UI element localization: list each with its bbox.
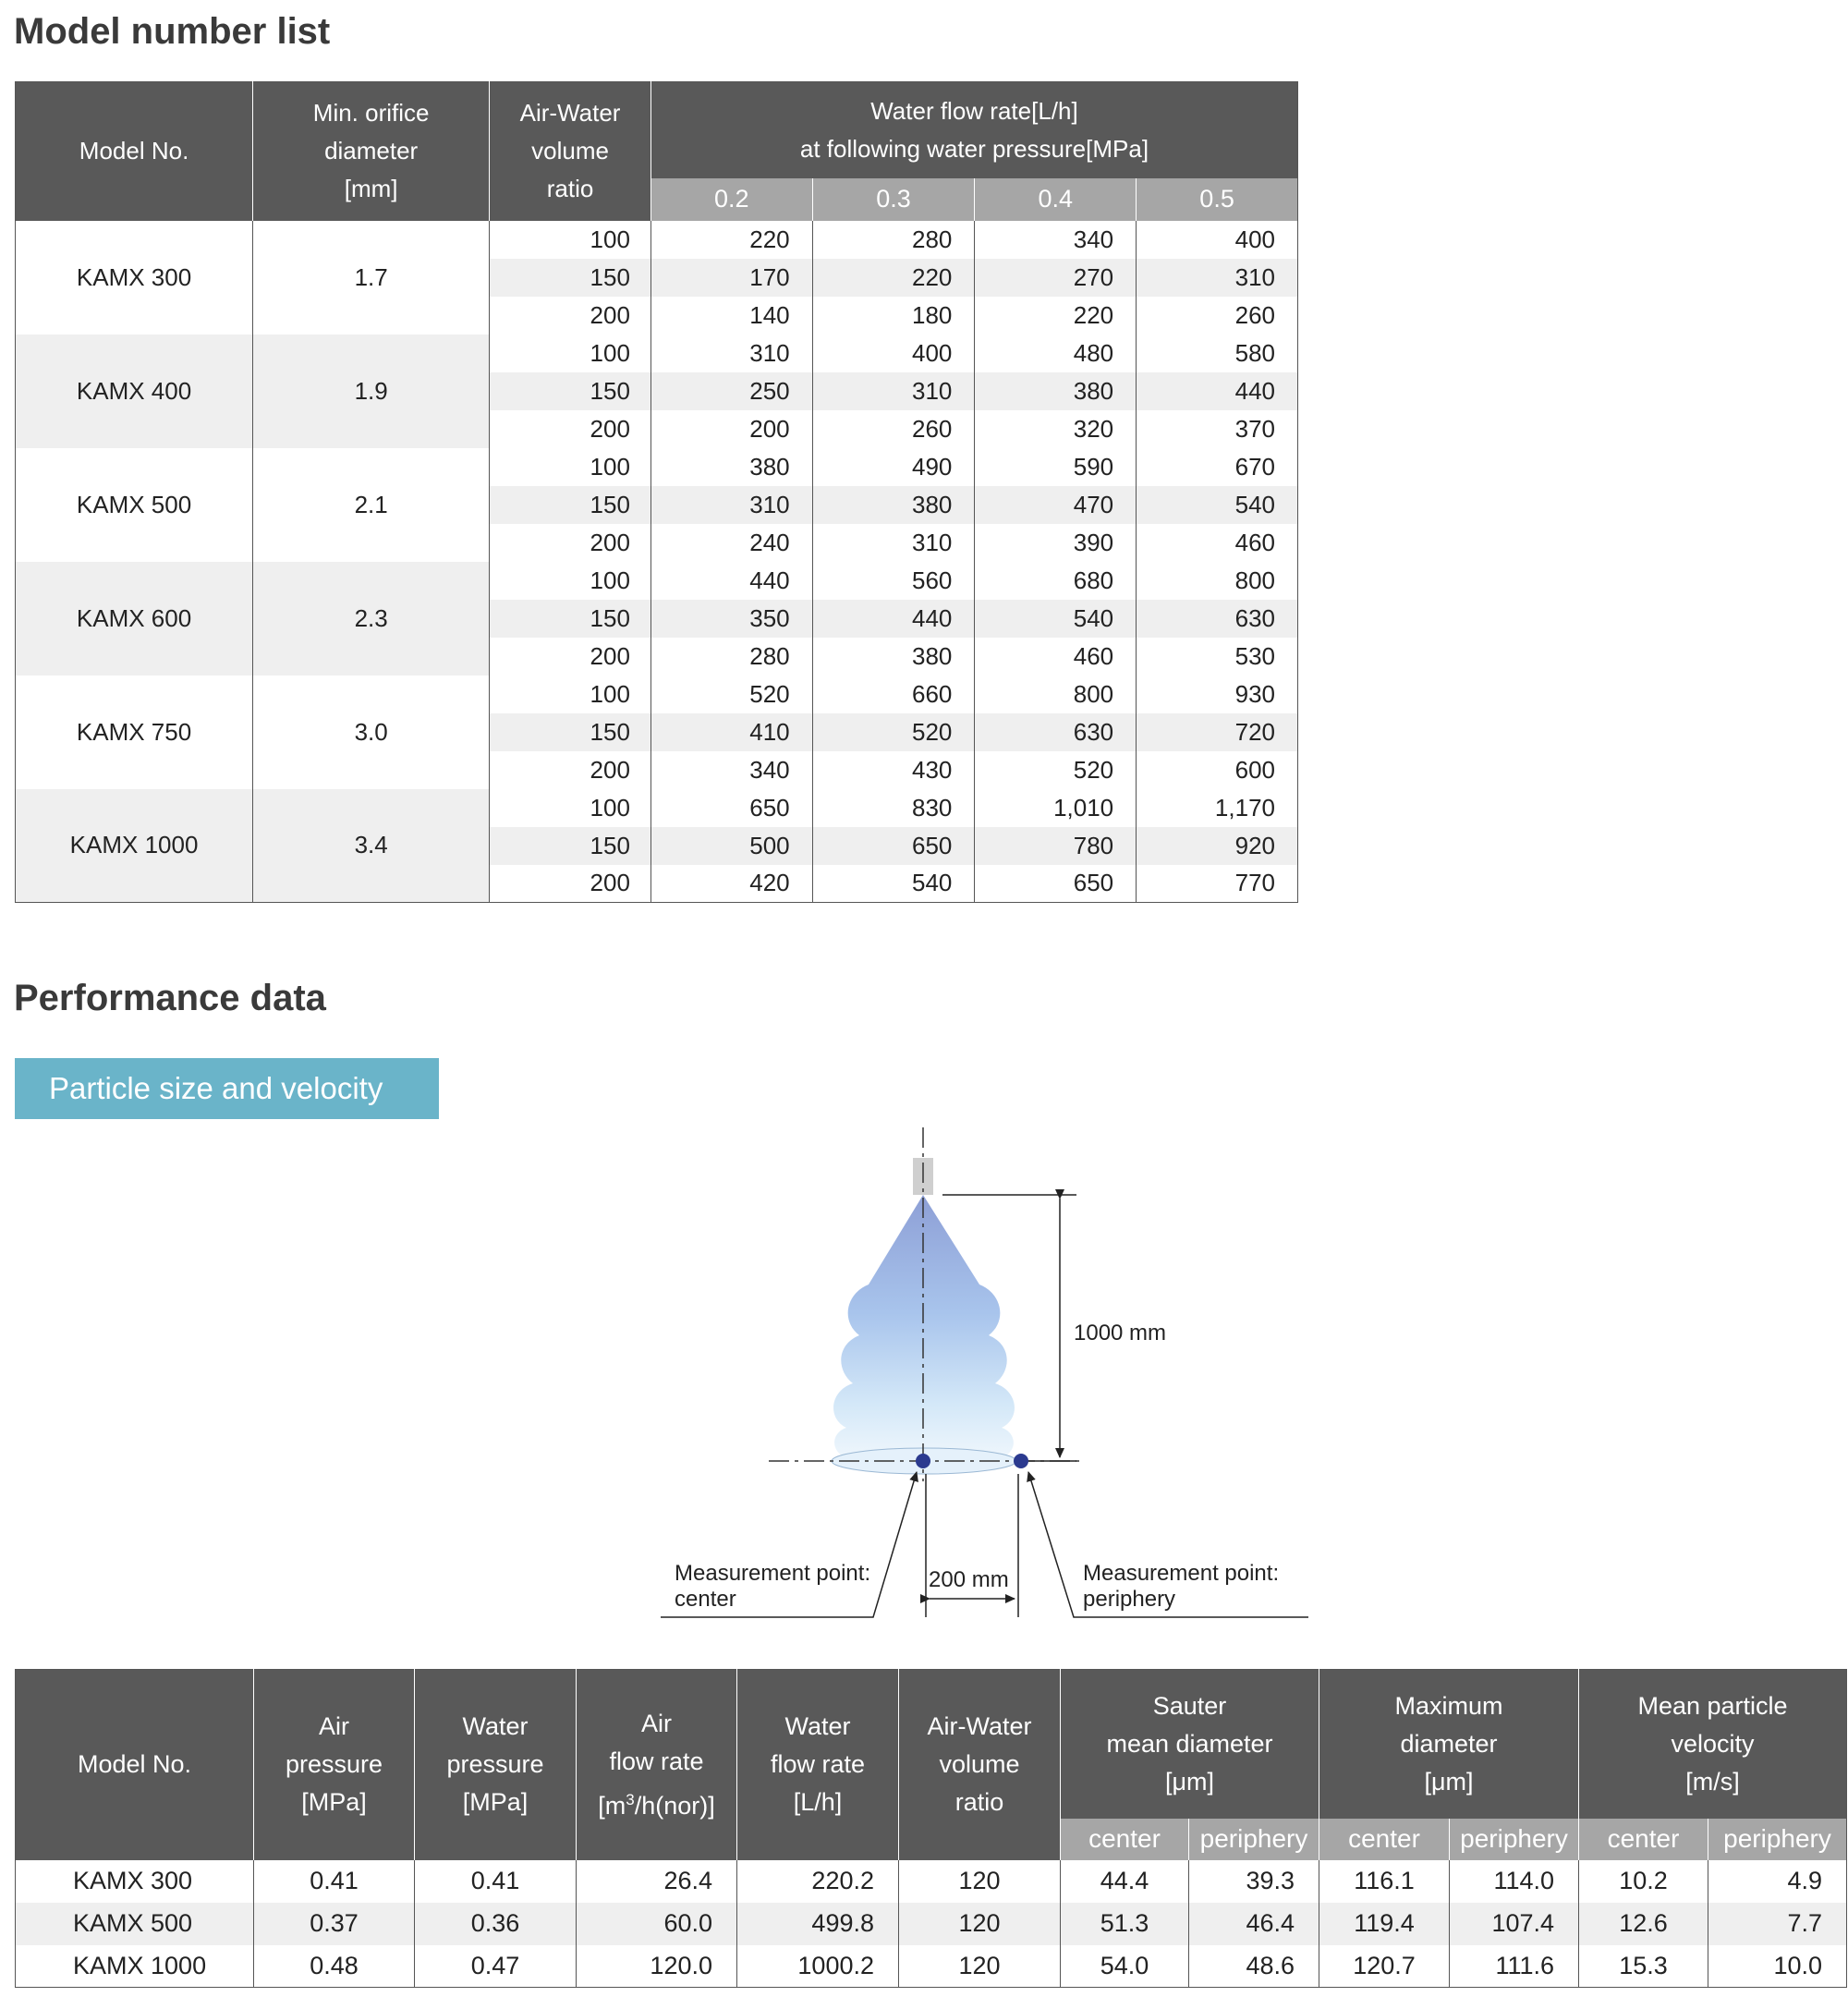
flow-rate-cell: 460 [1137, 524, 1298, 562]
table-row [16, 335, 1298, 372]
flow-rate-cell: 590 [975, 448, 1137, 486]
spray-diagram [647, 1123, 1312, 1626]
model-no-cell: KAMX 400 [16, 335, 253, 448]
water-pressure-cell: 0.36 [415, 1903, 577, 1945]
particle-size-subheading: Particle size and velocity [15, 1058, 439, 1119]
table-row [16, 1903, 1847, 1945]
header-air-flow-rate: Air flow rate $[m^3/h(nor)]$ [577, 1670, 737, 1860]
height-label: 1000 mm [1074, 1321, 1167, 1345]
header-pressure: 0.3 [812, 178, 975, 221]
flow-rate-cell: 930 [1137, 676, 1298, 713]
ratio-cell: 120 [899, 1860, 1061, 1903]
performance-table [15, 1669, 1847, 1988]
header-air-pressure: Air pressure [MPa] [254, 1670, 415, 1860]
model-list-title: Model number list [14, 11, 331, 52]
ratio-cell: 150 [490, 259, 651, 297]
flow-rate-cell: 630 [975, 713, 1137, 751]
flow-rate-cell: 650 [650, 789, 812, 827]
air-pressure-cell: 0.37 [254, 1903, 415, 1945]
flow-rate-cell: 520 [812, 713, 975, 751]
flow-rate-cell: 380 [975, 372, 1137, 410]
ratio-cell: 200 [490, 410, 651, 448]
flow-rate-cell: 500 [650, 827, 812, 865]
header-model-no: Model No. [16, 1670, 254, 1860]
header-water-flow-rate: Water flow rate [L/h] [737, 1670, 899, 1860]
center-label-line1: Measurement point: [675, 1561, 871, 1586]
flow-rate-cell: 260 [812, 410, 975, 448]
flow-rate-cell: 400 [812, 335, 975, 372]
flow-rate-cell: 390 [975, 524, 1137, 562]
flow-rate-cell: 520 [650, 676, 812, 713]
flow-rate-cell: 310 [1137, 259, 1298, 297]
header-mean-particle-velocity: Mean particle velocity [m/s] [1579, 1670, 1847, 1820]
flow-rate-cell: 350 [650, 600, 812, 638]
ratio-cell: 100 [490, 789, 651, 827]
velocity-center-cell: 15.3 [1579, 1945, 1708, 1988]
ratio-cell: 150 [490, 600, 651, 638]
velocity-periphery-cell: 4.9 [1708, 1860, 1847, 1903]
flow-rate-cell: 240 [650, 524, 812, 562]
flow-rate-cell: 780 [975, 827, 1137, 865]
ratio-cell: 200 [490, 297, 651, 335]
flow-rate-cell: 800 [1137, 562, 1298, 600]
table-row [16, 448, 1298, 486]
flow-rate-cell: 310 [812, 524, 975, 562]
max-center-cell: 119.4 [1319, 1903, 1450, 1945]
flow-rate-cell: 220 [650, 221, 812, 259]
ratio-cell: 150 [490, 827, 651, 865]
header-air-water-ratio: Air-Water volume ratio [490, 82, 651, 221]
flow-rate-cell: 440 [650, 562, 812, 600]
flow-rate-cell: 280 [650, 638, 812, 676]
water-pressure-cell: 0.41 [415, 1860, 577, 1903]
flow-rate-cell: 370 [1137, 410, 1298, 448]
orifice-cell: 1.7 [253, 221, 490, 335]
flow-rate-cell: 720 [1137, 713, 1298, 751]
sauter-periphery-cell: 39.3 [1189, 1860, 1319, 1903]
flow-rate-cell: 1,010 [975, 789, 1137, 827]
center-label-line2: center [675, 1587, 736, 1612]
flow-rate-cell: 260 [1137, 297, 1298, 335]
flow-rate-cell: 800 [975, 676, 1137, 713]
header-maximum-diameter: Maximum diameter [μm] [1319, 1670, 1579, 1820]
model-no-cell: KAMX 750 [16, 676, 253, 789]
table-row [16, 789, 1298, 827]
table-row [16, 221, 1298, 259]
model-no-cell: KAMX 1000 [16, 789, 253, 903]
sauter-center-cell: 44.4 [1061, 1860, 1189, 1903]
header-pressure: 0.5 [1137, 178, 1298, 221]
flow-rate-cell: 440 [1137, 372, 1298, 410]
sauter-center-cell: 51.3 [1061, 1903, 1189, 1945]
flow-rate-cell: 1,170 [1137, 789, 1298, 827]
ratio-cell: 100 [490, 676, 651, 713]
performance-title: Performance data [14, 978, 326, 1018]
flow-rate-cell: 540 [975, 600, 1137, 638]
orifice-cell: 1.9 [253, 335, 490, 448]
flow-rate-cell: 670 [1137, 448, 1298, 486]
model-no-cell: KAMX 500 [16, 448, 253, 562]
sauter-periphery-cell: 48.6 [1189, 1945, 1319, 1988]
ratio-cell: 100 [490, 562, 651, 600]
water-flow-cell: 499.8 [737, 1903, 899, 1945]
flow-rate-cell: 460 [975, 638, 1137, 676]
model-no-cell: KAMX 1000 [73, 1951, 207, 1979]
model-no-cell: KAMX 300 [73, 1867, 193, 1894]
header-pressure: 0.4 [975, 178, 1137, 221]
water-flow-cell: 220.2 [737, 1860, 899, 1903]
table-row [16, 676, 1298, 713]
flow-rate-cell: 340 [650, 751, 812, 789]
air-flow-cell: 60.0 [577, 1903, 737, 1945]
orifice-cell: 2.3 [253, 562, 490, 676]
orifice-cell: 3.4 [253, 789, 490, 903]
ratio-cell: 150 [490, 372, 651, 410]
flow-rate-cell: 770 [1137, 865, 1298, 903]
flow-rate-cell: 530 [1137, 638, 1298, 676]
model-no-cell: KAMX 600 [16, 562, 253, 676]
periphery-label-line1: Measurement point: [1083, 1561, 1280, 1586]
spray-plume [833, 1195, 1015, 1457]
header-min-orifice: Min. orifice diameter [mm] [253, 82, 490, 221]
ratio-cell: 100 [490, 335, 651, 372]
velocity-center-cell: 12.6 [1579, 1903, 1708, 1945]
flow-rate-cell: 540 [1137, 486, 1298, 524]
flow-rate-cell: 310 [812, 372, 975, 410]
flow-rate-cell: 580 [1137, 335, 1298, 372]
orifice-cell: 2.1 [253, 448, 490, 562]
flow-rate-cell: 490 [812, 448, 975, 486]
sauter-periphery-cell: 46.4 [1189, 1903, 1319, 1945]
periphery-label-line2: periphery [1083, 1587, 1176, 1612]
water-flow-cell: 1000.2 [737, 1945, 899, 1988]
max-periphery-cell: 114.0 [1450, 1860, 1579, 1903]
flow-rate-cell: 680 [975, 562, 1137, 600]
velocity-periphery-cell: 7.7 [1708, 1903, 1847, 1945]
flow-rate-cell: 630 [1137, 600, 1298, 638]
periphery-point [1014, 1454, 1028, 1468]
table-row [16, 1860, 1847, 1903]
ratio-cell: 200 [490, 638, 651, 676]
header-sauter-mean-diameter: Sauter mean diameter [μm] [1061, 1670, 1319, 1820]
model-number-table [15, 81, 1298, 903]
orifice-cell: 3.0 [253, 676, 490, 789]
header-water-pressure: Water pressure [MPa] [415, 1670, 577, 1860]
air-pressure-cell: 0.41 [254, 1860, 415, 1903]
flow-rate-cell: 650 [975, 865, 1137, 903]
ratio-cell: 200 [490, 524, 651, 562]
flow-rate-cell: 470 [975, 486, 1137, 524]
flow-rate-cell: 660 [812, 676, 975, 713]
air-flow-cell: 120.0 [577, 1945, 737, 1988]
ratio-cell: 100 [490, 448, 651, 486]
header-periphery: periphery [1189, 1819, 1319, 1859]
flow-rate-cell: 400 [1137, 221, 1298, 259]
ratio-cell: 120 [899, 1945, 1061, 1988]
sauter-center-cell: 54.0 [1061, 1945, 1189, 1988]
ratio-cell: 150 [490, 713, 651, 751]
max-periphery-cell: 111.6 [1450, 1945, 1579, 1988]
model-no-cell: KAMX 500 [16, 1903, 254, 1945]
header-water-flow-rate: Water flow rate[L/h] at following water pressure[MPa] [650, 82, 1297, 178]
flow-rate-cell: 380 [650, 448, 812, 486]
ratio-cell: 200 [490, 865, 651, 903]
flow-rate-cell: 410 [650, 713, 812, 751]
flow-rate-cell: 420 [650, 865, 812, 903]
model-no-cell: KAMX 300 [16, 221, 253, 335]
header-periphery: periphery [1708, 1819, 1847, 1859]
water-pressure-cell: 0.47 [415, 1945, 577, 1988]
flow-rate-cell: 380 [812, 638, 975, 676]
center-point [916, 1454, 930, 1468]
table-row [16, 562, 1298, 600]
max-periphery-cell: 107.4 [1450, 1903, 1579, 1945]
flow-rate-cell: 180 [812, 297, 975, 335]
flow-rate-cell: 830 [812, 789, 975, 827]
header-air-water-ratio: Air-Water volume ratio [899, 1670, 1061, 1860]
flow-rate-cell: 250 [650, 372, 812, 410]
header-center: center [1579, 1819, 1708, 1859]
velocity-center-cell: 10.2 [1579, 1860, 1708, 1903]
flow-rate-cell: 310 [650, 335, 812, 372]
flow-rate-cell: 220 [975, 297, 1137, 335]
ratio-cell: 120 [899, 1903, 1061, 1945]
flow-rate-cell: 310 [650, 486, 812, 524]
air-flow-cell: 26.4 [577, 1860, 737, 1903]
flow-rate-cell: 270 [975, 259, 1137, 297]
ratio-cell: 150 [490, 486, 651, 524]
flow-rate-cell: 280 [812, 221, 975, 259]
flow-rate-cell: 650 [812, 827, 975, 865]
flow-rate-cell: 320 [975, 410, 1137, 448]
max-center-cell: 120.7 [1319, 1945, 1450, 1988]
ratio-cell: 200 [490, 751, 651, 789]
header-periphery: periphery [1450, 1819, 1579, 1859]
flow-rate-cell: 430 [812, 751, 975, 789]
header-center: center [1061, 1819, 1189, 1859]
flow-rate-cell: 920 [1137, 827, 1298, 865]
header-model-no: Model No. [16, 82, 253, 221]
flow-rate-cell: 380 [812, 486, 975, 524]
width-label: 200 mm [929, 1567, 1009, 1592]
flow-rate-cell: 200 [650, 410, 812, 448]
velocity-periphery-cell: 10.0 [1708, 1945, 1847, 1988]
ratio-cell: 100 [490, 221, 651, 259]
table-row [16, 1945, 1847, 1988]
flow-rate-cell: 140 [650, 297, 812, 335]
air-pressure-cell: 0.48 [254, 1945, 415, 1988]
flow-rate-cell: 440 [812, 600, 975, 638]
flow-rate-cell: 560 [812, 562, 975, 600]
max-center-cell: 116.1 [1319, 1860, 1450, 1903]
header-center: center [1319, 1819, 1450, 1859]
flow-rate-cell: 600 [1137, 751, 1298, 789]
flow-rate-cell: 520 [975, 751, 1137, 789]
header-pressure: 0.2 [650, 178, 812, 221]
flow-rate-cell: 480 [975, 335, 1137, 372]
flow-rate-cell: 540 [812, 865, 975, 903]
flow-rate-cell: 340 [975, 221, 1137, 259]
flow-rate-cell: 220 [812, 259, 975, 297]
flow-rate-cell: 170 [650, 259, 812, 297]
